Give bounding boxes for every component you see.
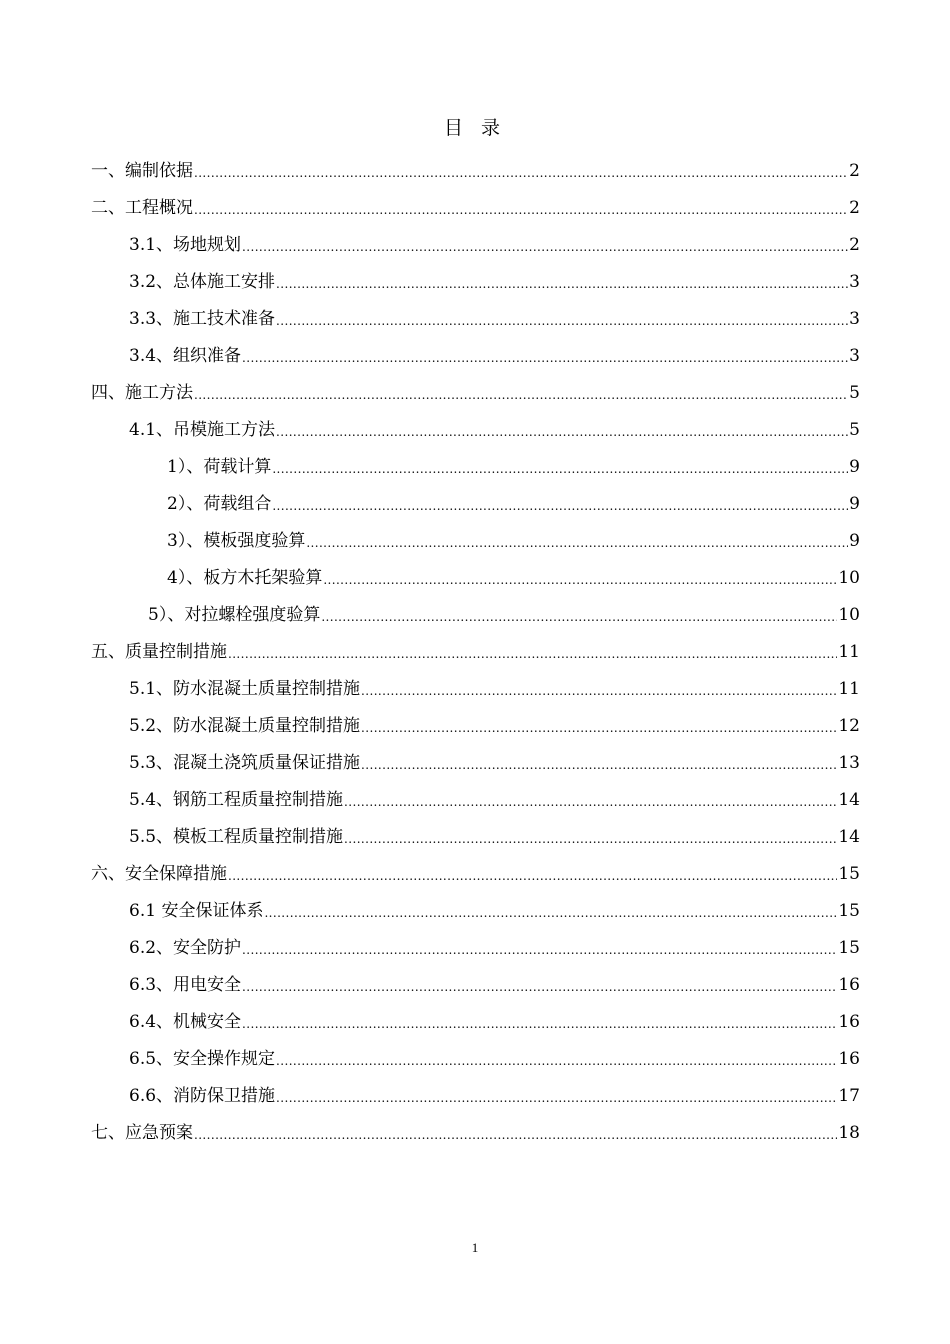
toc-entry-text: 一、编制依据 bbox=[91, 158, 194, 184]
toc-entry-text: 七、应急预案 bbox=[91, 1120, 194, 1146]
toc-entry-text: 5.5、模板工程质量控制措施 bbox=[129, 824, 344, 850]
toc-entry-page: 11 bbox=[838, 641, 860, 662]
toc-entry-page: 16 bbox=[838, 974, 860, 995]
toc-entry[interactable] bbox=[91, 559, 860, 596]
toc-entry[interactable] bbox=[91, 892, 860, 929]
toc-entry-page: 3 bbox=[849, 271, 860, 292]
toc-entry-text: 1）、荷载计算 bbox=[167, 454, 272, 480]
toc-entry[interactable] bbox=[91, 189, 860, 226]
toc-leader-dots bbox=[242, 1009, 837, 1035]
toc-entry-page: 15 bbox=[838, 900, 860, 921]
toc-leader-dots bbox=[276, 417, 848, 443]
toc-leader-dots bbox=[361, 713, 837, 739]
toc-entry-text: 6.4、机械安全 bbox=[129, 1009, 242, 1035]
toc-entry[interactable] bbox=[91, 522, 860, 559]
toc-entry[interactable] bbox=[91, 411, 860, 448]
toc-entry[interactable] bbox=[91, 744, 860, 781]
toc-entry-text: 6.2、安全防护 bbox=[129, 935, 242, 961]
toc-entry-page: 15 bbox=[838, 863, 860, 884]
toc-leader-dots bbox=[228, 639, 837, 665]
toc-entry[interactable] bbox=[91, 781, 860, 818]
toc-leader-dots bbox=[242, 343, 848, 369]
toc-entry-page: 12 bbox=[838, 715, 860, 736]
table-of-contents bbox=[91, 152, 860, 1151]
toc-entry[interactable] bbox=[91, 670, 860, 707]
toc-entry-page: 3 bbox=[849, 308, 860, 329]
toc-entry-page: 15 bbox=[838, 937, 860, 958]
toc-entry[interactable] bbox=[91, 1077, 860, 1114]
toc-entry[interactable] bbox=[91, 1003, 860, 1040]
toc-entry-text: 6.6、消防保卫措施 bbox=[129, 1083, 276, 1109]
toc-entry-page: 2 bbox=[849, 197, 860, 218]
toc-leader-dots bbox=[276, 306, 848, 332]
toc-entry-text: 5.4、钢筋工程质量控制措施 bbox=[129, 787, 344, 813]
toc-leader-dots bbox=[306, 528, 848, 554]
toc-entry-text: 二、工程概况 bbox=[91, 195, 194, 221]
toc-leader-dots bbox=[344, 824, 837, 850]
toc-entry-text: 6.5、安全操作规定 bbox=[129, 1046, 276, 1072]
toc-leader-dots bbox=[272, 491, 848, 517]
toc-entry[interactable] bbox=[91, 966, 860, 1003]
toc-entry-text: 六、安全保障措施 bbox=[91, 861, 228, 887]
toc-entry-text: 5.3、混凝土浇筑质量保证措施 bbox=[129, 750, 361, 776]
toc-entry-page: 5 bbox=[849, 382, 860, 403]
toc-leader-dots bbox=[344, 787, 837, 813]
toc-entry[interactable] bbox=[91, 596, 860, 633]
toc-entry-text: 4.1、吊模施工方法 bbox=[129, 417, 276, 443]
toc-entry-page: 9 bbox=[849, 493, 860, 514]
toc-leader-dots bbox=[321, 602, 837, 628]
toc-entry[interactable] bbox=[91, 633, 860, 670]
toc-entry-page: 16 bbox=[838, 1011, 860, 1032]
toc-entry-page: 9 bbox=[849, 530, 860, 551]
toc-leader-dots bbox=[323, 565, 837, 591]
toc-entry[interactable] bbox=[91, 707, 860, 744]
toc-leader-dots bbox=[361, 676, 837, 702]
toc-entry-page: 2 bbox=[849, 234, 860, 255]
toc-entry[interactable] bbox=[91, 818, 860, 855]
toc-entry[interactable] bbox=[91, 855, 860, 892]
toc-entry[interactable] bbox=[91, 374, 860, 411]
toc-entry-text: 6.3、用电安全 bbox=[129, 972, 242, 998]
toc-entry[interactable] bbox=[91, 485, 860, 522]
toc-entry-text: 6.1 安全保证体系 bbox=[129, 898, 264, 924]
toc-entry-text: 3.4、组织准备 bbox=[129, 343, 242, 369]
toc-entry[interactable] bbox=[91, 226, 860, 263]
toc-entry-text: 3.3、施工技术准备 bbox=[129, 306, 276, 332]
toc-entry[interactable] bbox=[91, 448, 860, 485]
toc-entry[interactable] bbox=[91, 337, 860, 374]
toc-entry[interactable] bbox=[91, 152, 860, 189]
toc-leader-dots bbox=[194, 158, 848, 184]
toc-entry-page: 17 bbox=[838, 1085, 860, 1106]
toc-leader-dots bbox=[276, 1083, 837, 1109]
page-title: 目 录 bbox=[443, 117, 507, 139]
toc-entry-page: 11 bbox=[838, 678, 860, 699]
toc-entry-page: 14 bbox=[838, 826, 860, 847]
toc-leader-dots bbox=[272, 454, 848, 480]
toc-entry-page: 3 bbox=[849, 345, 860, 366]
toc-entry-text: 3.1、场地规划 bbox=[129, 232, 242, 258]
toc-entry-text: 4）、板方木托架验算 bbox=[167, 565, 323, 591]
toc-entry-text: 2）、荷载组合 bbox=[167, 491, 272, 517]
toc-entry[interactable] bbox=[91, 1040, 860, 1077]
toc-entry-text: 五、质量控制措施 bbox=[91, 639, 228, 665]
toc-leader-dots bbox=[194, 1120, 837, 1146]
toc-entry-text: 3.2、总体施工安排 bbox=[129, 269, 276, 295]
toc-entry-text: 5.2、防水混凝土质量控制措施 bbox=[129, 713, 361, 739]
toc-leader-dots bbox=[242, 972, 837, 998]
toc-entry-text: 四、施工方法 bbox=[91, 380, 194, 406]
toc-entry-text: 5）、对拉螺栓强度验算 bbox=[148, 602, 321, 628]
toc-entry-page: 10 bbox=[838, 604, 860, 625]
toc-entry-page: 18 bbox=[838, 1122, 860, 1143]
toc-entry-page: 9 bbox=[849, 456, 860, 477]
toc-entry-page: 16 bbox=[838, 1048, 860, 1069]
toc-leader-dots bbox=[194, 195, 848, 221]
footer-page-number: 1 bbox=[471, 1240, 479, 1255]
toc-entry-page: 10 bbox=[838, 567, 860, 588]
toc-leader-dots bbox=[276, 269, 848, 295]
toc-leader-dots bbox=[276, 1046, 837, 1072]
toc-leader-dots bbox=[242, 935, 837, 961]
toc-entry[interactable] bbox=[91, 1114, 860, 1151]
toc-entry-text: 5.1、防水混凝土质量控制措施 bbox=[129, 676, 361, 702]
toc-entry-page: 13 bbox=[838, 752, 860, 773]
toc-entry-page: 5 bbox=[849, 419, 860, 440]
toc-entry-text: 3）、模板强度验算 bbox=[167, 528, 306, 554]
toc-leader-dots bbox=[242, 232, 848, 258]
toc-entry[interactable] bbox=[91, 300, 860, 337]
toc-entry[interactable] bbox=[91, 263, 860, 300]
toc-leader-dots bbox=[194, 380, 848, 406]
toc-leader-dots bbox=[228, 861, 837, 887]
toc-entry-page: 14 bbox=[838, 789, 860, 810]
toc-entry-page: 2 bbox=[849, 160, 860, 181]
toc-leader-dots bbox=[264, 898, 837, 924]
toc-leader-dots bbox=[361, 750, 837, 776]
toc-entry[interactable] bbox=[91, 929, 860, 966]
